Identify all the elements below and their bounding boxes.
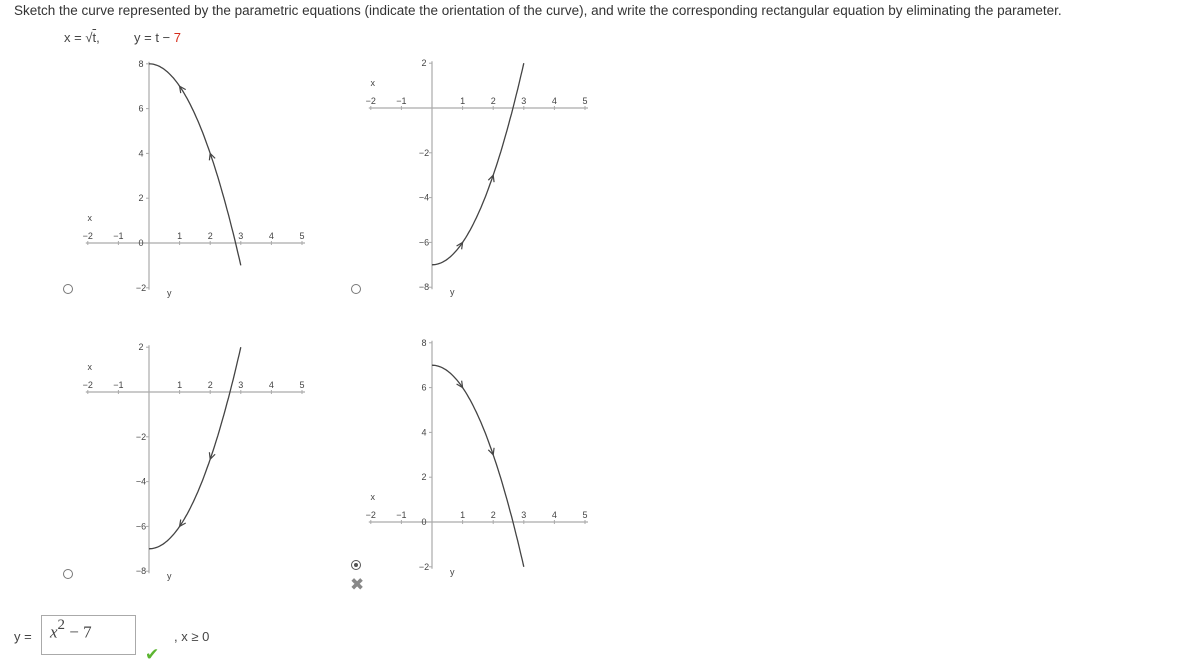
- answer-var: x: [50, 622, 58, 642]
- option-d-y-tick-label: −2: [418, 561, 430, 572]
- option-a-x-tick-label: 1: [177, 231, 183, 241]
- incorrect-x-icon: ✖: [350, 575, 365, 594]
- option-a-chart: [83, 59, 305, 298]
- option-c-y-tick-label: −6: [135, 521, 147, 532]
- option-d-x-tick-label: 2: [490, 510, 496, 520]
- option-b-x-tick-label: 5: [582, 96, 588, 106]
- option-c-y-tick-label: −8: [135, 566, 147, 577]
- option-d-x-tick-label: 5: [582, 510, 588, 520]
- option-a-x-tick-label: −2: [82, 231, 93, 241]
- option-b-curve: [432, 63, 527, 265]
- option-b-y-tick-label: −8: [418, 282, 430, 293]
- option-d-x-axis-label: x: [370, 492, 376, 502]
- option-d-y-tick-label: 6: [421, 382, 427, 393]
- option-b-x-tick-label: 2: [490, 96, 496, 106]
- option-c-x-tick-label: −1: [113, 380, 124, 390]
- option-c-curve: [149, 347, 244, 549]
- option-c-x-tick-label: 3: [238, 380, 244, 390]
- option-d-x-tick-label: 3: [521, 510, 527, 520]
- option-a-x-tick-label: 4: [268, 231, 274, 241]
- option-a-x-tick-label: −1: [113, 231, 124, 241]
- question-prompt: Sketch the curve represented by the parametric equations (indicate the orientation of the curve), and write the corresponding rectangular equation by eliminating the parameter.: [14, 3, 1062, 18]
- option-d-curve: [432, 365, 527, 567]
- option-a-y-axis-label: y: [167, 287, 172, 298]
- option-b-x-axis-label: x: [370, 78, 376, 88]
- option-d-radio[interactable]: [351, 560, 361, 570]
- option-b-x-tick-label: 4: [551, 96, 557, 106]
- option-a-x-tick-label: 3: [238, 231, 244, 241]
- option-a-y-tick-label: 8: [138, 58, 144, 69]
- option-c-x-tick-label: 4: [268, 380, 274, 390]
- option-d-y-axis-label: y: [450, 566, 455, 577]
- option-a-y-tick-label: 6: [138, 103, 144, 114]
- option-c-y-tick-label: −2: [135, 431, 147, 442]
- option-b-chart: [366, 58, 588, 297]
- option-a-y-tick-label: 4: [138, 148, 144, 159]
- option-b-x-tick-label: −2: [365, 96, 376, 106]
- option-b-y-tick-label: −4: [418, 192, 430, 203]
- option-b-radio[interactable]: [351, 284, 361, 294]
- correct-check-icon: ✔: [145, 645, 160, 664]
- option-d-x-tick-label: −1: [396, 510, 407, 520]
- option-a-x-tick-label: 5: [299, 231, 305, 241]
- option-d-chart: [366, 338, 588, 577]
- option-d-y-tick-label: 8: [421, 337, 427, 348]
- answer-exponent: 2: [57, 617, 66, 633]
- y-equation-lhs: y = t −: [134, 30, 174, 45]
- option-c-y-axis-label: y: [167, 571, 172, 582]
- option-c-radio[interactable]: [63, 569, 73, 579]
- answer-domain: , x ≥ 0: [174, 629, 210, 644]
- option-c-y-tick-label: 2: [138, 342, 144, 353]
- option-a-y-tick-label: 2: [138, 193, 144, 204]
- x-equation-sep: ,: [96, 30, 100, 45]
- option-a-y-tick-label: 0: [138, 238, 144, 248]
- option-b-y-tick-label: 2: [421, 58, 427, 69]
- option-b-y-tick-label: −6: [418, 237, 430, 248]
- option-b-y-tick-label: −2: [418, 147, 430, 158]
- option-d-y-tick-label: 4: [421, 427, 427, 438]
- option-a-x-tick-label: 2: [207, 231, 213, 241]
- x-equation-radicand: t: [92, 30, 97, 45]
- option-b-x-tick-label: −1: [396, 96, 407, 106]
- answer-expression: [50, 619, 92, 643]
- x-equation-lhs: x =: [64, 30, 86, 45]
- option-c-x-tick-label: 2: [207, 380, 213, 390]
- option-c-x-tick-label: 5: [299, 380, 305, 390]
- option-a-y-tick-label: −2: [135, 282, 147, 293]
- option-c-y-tick-label: −4: [135, 476, 147, 487]
- option-a-curve: [149, 64, 244, 266]
- option-d-y-tick-label: 0: [421, 517, 427, 527]
- option-d-x-tick-label: 4: [551, 510, 557, 520]
- sqrt-symbol: √: [85, 30, 93, 45]
- y-equation-constant: 7: [173, 30, 181, 45]
- option-d-x-tick-label: −2: [365, 510, 376, 520]
- option-c-x-axis-label: x: [87, 362, 93, 372]
- option-c-x-tick-label: 1: [177, 380, 183, 390]
- option-a-x-axis-label: x: [87, 213, 93, 223]
- option-b-x-tick-label: 3: [521, 96, 527, 106]
- option-a-radio[interactable]: [63, 284, 73, 294]
- answer-y-label: y =: [14, 629, 32, 644]
- option-b-x-tick-label: 1: [460, 96, 466, 106]
- option-d-y-tick-label: 2: [421, 472, 427, 483]
- option-d-x-tick-label: 1: [460, 510, 466, 520]
- option-c-x-tick-label: −2: [82, 380, 93, 390]
- answer-rest: − 7: [65, 622, 92, 642]
- option-c-chart: [83, 342, 305, 581]
- option-b-y-axis-label: y: [450, 287, 455, 298]
